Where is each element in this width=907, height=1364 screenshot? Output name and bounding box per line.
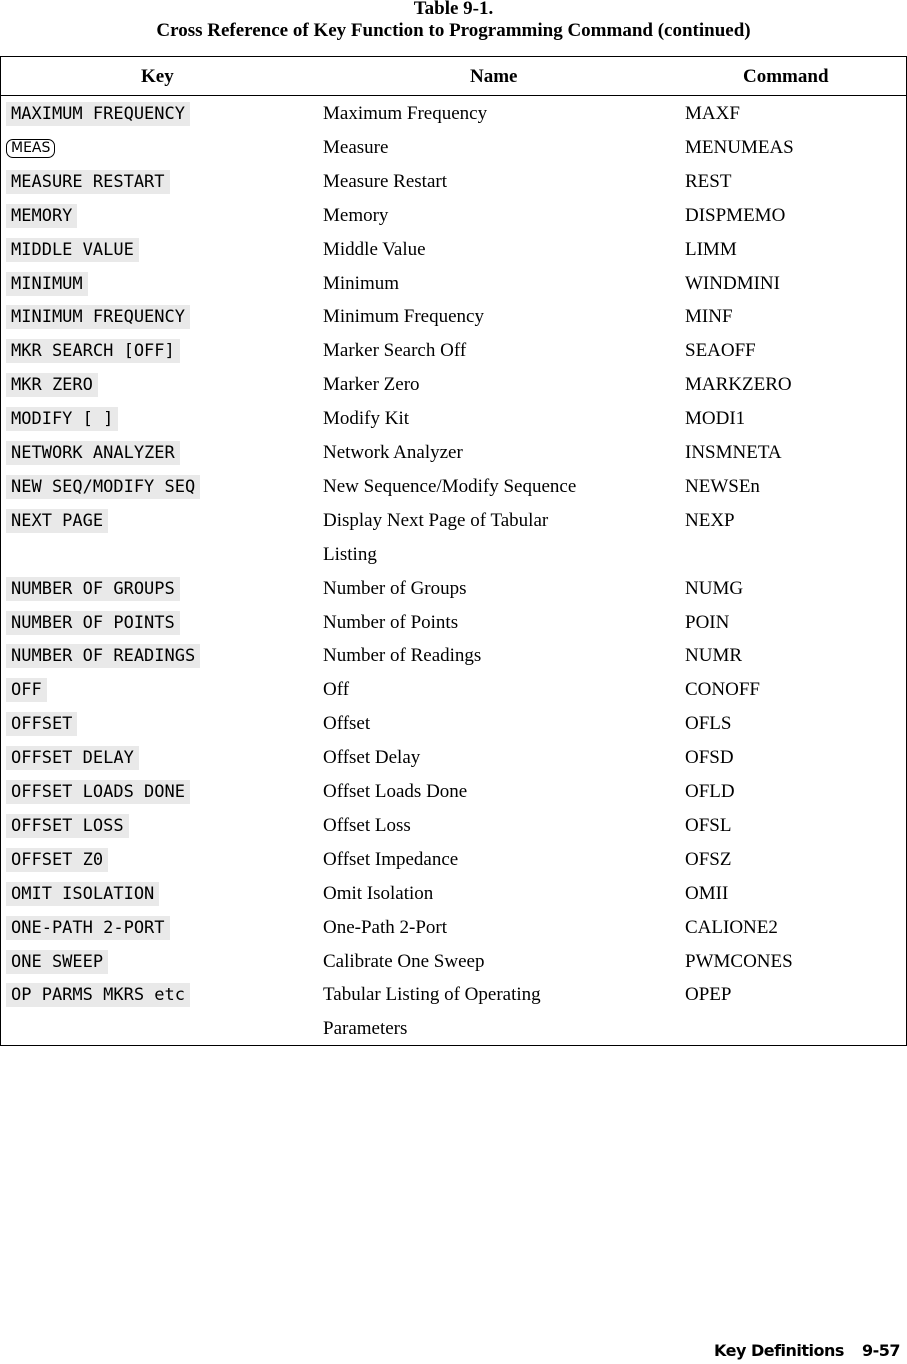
- table-row: [1, 165, 906, 199]
- programming-command: OFLD: [685, 781, 735, 802]
- table-row: [1, 470, 906, 504]
- function-name: Memory: [323, 204, 389, 226]
- function-name: Offset Loss: [323, 814, 411, 836]
- function-name: Number of Points: [323, 611, 459, 633]
- table-row: [1, 945, 906, 979]
- softkey-label: MODIFY [ ]: [6, 407, 118, 431]
- softkey-label: MEASURE RESTART: [6, 170, 170, 194]
- function-name: Display Next Page of Tabular: [323, 509, 549, 531]
- softkey-label: NUMBER OF READINGS: [6, 644, 200, 668]
- softkey-label: MIDDLE VALUE: [6, 238, 139, 262]
- programming-command: OMII: [685, 882, 729, 904]
- programming-command: MAXF: [685, 103, 740, 124]
- softkey-label: MINIMUM: [6, 272, 88, 296]
- table-row: [1, 911, 906, 945]
- function-name: Offset: [323, 713, 371, 735]
- table-row: [1, 843, 906, 877]
- function-name: Offset Impedance: [323, 848, 459, 870]
- column-header-command: Command: [743, 66, 829, 87]
- table-row: [1, 978, 906, 1012]
- programming-command: CONOFF: [685, 679, 760, 701]
- programming-command: NEWSEn: [685, 475, 760, 497]
- function-name: Network Analyzer: [323, 442, 463, 463]
- programming-command: LIMM: [685, 238, 737, 260]
- table-row: [1, 809, 906, 843]
- table-row: [1, 877, 906, 911]
- programming-command: PWMCONES: [685, 950, 793, 972]
- table-number: Table 9-1.: [413, 0, 494, 19]
- programming-command: CALIONE2: [685, 916, 778, 938]
- softkey-label: NEXT PAGE: [6, 509, 108, 533]
- table-row: [1, 334, 906, 368]
- page-footer: [714, 1341, 900, 1360]
- table-row: [1, 707, 906, 741]
- softkey-label: OFFSET: [6, 712, 77, 736]
- table-header: [1, 57, 906, 96]
- table-row: [1, 402, 906, 436]
- function-name: One-Path 2-Port: [323, 916, 448, 938]
- programming-command: OFSL: [685, 814, 732, 836]
- table-row: [1, 436, 906, 470]
- cross-reference-table: [0, 56, 907, 1046]
- table-row: [1, 538, 906, 572]
- programming-command: MARKZERO: [685, 374, 792, 396]
- function-name: Marker Zero: [323, 374, 420, 396]
- footer-section: Key Definitions: [713, 1341, 844, 1360]
- table-row: [1, 97, 906, 131]
- table-row: [1, 504, 906, 538]
- softkey-label: NEW SEQ/MODIFY SEQ: [6, 475, 200, 499]
- softkey-label: OMIT ISOLATION: [6, 882, 159, 906]
- softkey-label: OFFSET DELAY: [6, 746, 139, 770]
- function-name: Offset Delay: [323, 747, 421, 769]
- programming-command: OFSD: [685, 747, 734, 769]
- function-name: Minimum Frequency: [323, 306, 484, 328]
- programming-command: POIN: [685, 611, 730, 633]
- programming-command: MENUMEAS: [685, 136, 794, 158]
- table-row: [1, 741, 906, 775]
- function-name: Off: [323, 679, 350, 701]
- softkey-label: NETWORK ANALYZER: [6, 441, 180, 465]
- function-name: Tabular Listing of Operating: [323, 984, 541, 1006]
- programming-command: MODI1: [685, 408, 746, 430]
- table-row: [1, 267, 906, 301]
- softkey-label: OP PARMS MKRS etc: [6, 983, 190, 1007]
- softkey-label: MKR ZERO: [6, 373, 98, 397]
- function-name: Middle Value: [323, 238, 426, 260]
- table-row: [1, 775, 906, 809]
- function-name: Marker Search Off: [323, 340, 467, 362]
- table-row: [1, 572, 906, 606]
- programming-command: NUMG: [685, 577, 744, 599]
- table-row: [1, 606, 906, 640]
- function-name: Measure: [323, 136, 389, 158]
- hardkey-label: MEAS: [6, 139, 55, 158]
- softkey-label: MKR SEARCH [OFF]: [6, 339, 180, 363]
- softkey-label: NUMBER OF POINTS: [6, 611, 180, 635]
- programming-command: NUMR: [685, 645, 743, 667]
- softkey-label: ONE-PATH 2-PORT: [6, 916, 170, 940]
- function-name: New Sequence/Modify Sequence: [323, 475, 577, 497]
- function-name: Minimum: [323, 272, 400, 294]
- table-row: [1, 368, 906, 402]
- programming-command: SEAOFF: [685, 340, 756, 362]
- column-header-key: Key: [141, 66, 174, 87]
- softkey-label: MEMORY: [6, 204, 77, 228]
- function-name: Modify Kit: [323, 408, 410, 430]
- softkey-label: OFFSET Z0: [6, 848, 108, 872]
- softkey-label: ONE SWEEP: [6, 950, 108, 974]
- softkey-label: OFF: [6, 678, 47, 702]
- programming-command: INSMNETA: [685, 442, 782, 463]
- programming-command: OPEP: [685, 984, 732, 1006]
- function-name: Measure Restart: [323, 170, 447, 192]
- programming-command: OFSZ: [685, 848, 732, 870]
- table-row: [1, 673, 906, 707]
- softkey-label: OFFSET LOSS: [6, 814, 129, 838]
- function-name: Omit Isolation: [323, 882, 434, 904]
- function-name: Maximum Frequency: [323, 103, 488, 124]
- table-row: [1, 199, 906, 233]
- table-row: [1, 300, 906, 334]
- programming-command: MINF: [685, 306, 733, 328]
- function-name: Calibrate One Sweep: [323, 950, 485, 972]
- softkey-label: NUMBER OF GROUPS: [6, 577, 180, 601]
- softkey-label: MAXIMUM FREQUENCY: [6, 102, 190, 126]
- programming-command: OFLS: [685, 713, 732, 735]
- function-name: Number of Groups: [323, 577, 467, 599]
- function-name: Offset Loads Done: [323, 781, 468, 802]
- programming-command: REST: [685, 170, 732, 192]
- table-row: [1, 131, 906, 165]
- function-name: Parameters: [323, 1018, 408, 1040]
- programming-command: WINDMINI: [685, 272, 780, 294]
- table-row: [1, 1012, 906, 1046]
- programming-command: NEXP: [685, 509, 735, 531]
- function-name: Number of Readings: [323, 645, 482, 667]
- programming-command: DISPMEMO: [685, 204, 786, 226]
- softkey-label: OFFSET LOADS DONE: [6, 780, 190, 804]
- footer-page-number: 9-57: [861, 1341, 900, 1360]
- function-name: Listing: [323, 543, 377, 565]
- table-title: Cross Reference of Key Function to Programming Command (continued): [156, 20, 751, 41]
- table-row: [1, 639, 906, 673]
- table-row: [1, 233, 906, 267]
- column-header-name: Name: [470, 66, 518, 87]
- softkey-label: MINIMUM FREQUENCY: [6, 305, 190, 329]
